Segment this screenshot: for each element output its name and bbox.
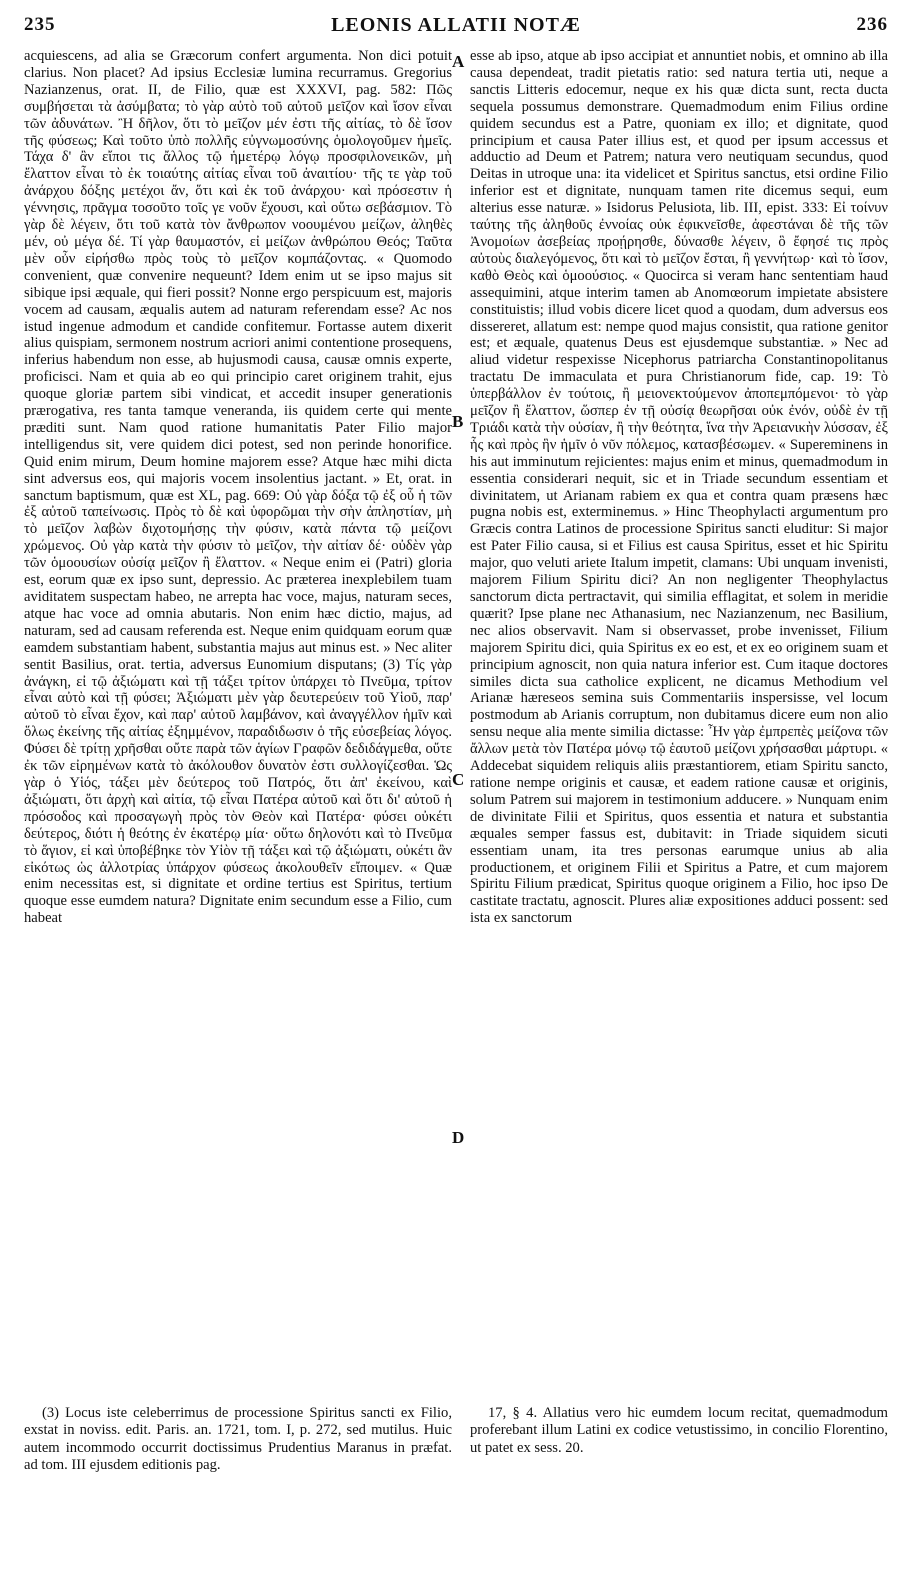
footnote-left-text: (3) Locus iste celeberrimus de processione Spiritus sancti ex Filio, exstat in noviss. edit. Paris. an. 1721, tom. I, p. 272, sed mutilus. Huic autem incommodo occurrit doctissimus Prudentius Maranus in præfat. ad tom. III ejusdem editionis pag.	[24, 1405, 452, 1473]
margin-marker-c: C	[452, 770, 465, 789]
left-column	[24, 48, 452, 1388]
footnote-left	[24, 1405, 452, 1515]
margin-marker-d: D	[452, 1128, 465, 1147]
page-header	[24, 14, 888, 44]
footnote-right	[470, 1405, 888, 1485]
margin-marker-b: B	[452, 412, 464, 431]
left-column-text: acquiescens, ad alia se Græcorum confert argumenta. Non dici potuit clarius. Non placet? Ad ipsius Ecclesiæ lumina recurramus. Gregorius Nazianzenus, orat. II, de Filio, quæ est XXXVI, pag. 582: Πῶς συμβήσεται τὰ ἀσύμβατα; τὸ γὰρ αὐτὸ τοῦ αὐτοῦ μεῖζον καὶ ἴσον εἶναι τῶν ἀδυνάτων. Ἢ δῆλον, ὅτι τὸ μεῖζον μέν ἐστι τῆς αἰτίας, τὸ δὲ ἴσον τῆς φύσεως; Καὶ τοῦτο ὑπὸ πολλῆς εὐγνωμοσύνης ὁμολογοῦμεν ἡμεῖς. Τάχα δ' ἂν εἴποι τις ἄλλος τῷ ἡμετέρῳ λόγῳ προσφιλονεικῶν, μὴ ἔλαττον εἶναι τὸ ἐκ τοιαύτης αἰτίας εἶναι τοῦ ἀναιτίου· τῆς τε γὰρ τοῦ ἀνάρχου δόξης μετέχοι ἄν, ὅτι καὶ ἐκ τοῦ ἀνάρχου· καὶ πρόσεστιν ἡ γέννησις, πρᾶγμα τοσοῦτο τοῖς γε νοῦν ἔχουσι, καὶ οὕτω σεβάσμιον. Τὸ γὰρ δὲ λέγειν, ὅτι τοῦ κατὰ τὸν ἄνθρωπον νοουμένου μείζων, ἀληθὲς μέν, οὐ μέγα δέ. Τί γὰρ θαυμαστόν, εἰ μείζων ἀνθρώπου Θεός; Ταῦτα μὲν οὖν εἰρήσθω πρὸς τοὺς τὸ μεῖζον κομπάζοντας. « Quomodo convenient, quæ convenire nequeunt? Idem enim ut se ipso majus sit sibique ipsi æquale, qui fieri possit? Nonne ergo perspicuum est, majoris vocem ad causam, æqualis autem ad naturam referendam esse? Ac nos istud ingenue admodum et candide confitemur. Fortasse autem dixerit alius quispiam, sermonem nostrum acriori animi contentione prosequens, inferius habendum non esse, ab hujusmodi causa, causæ omnis experte, proficisci. Nam et quia ab eo qui principio caret originem trahit, ejus quoque gloriæ partem sibi vindicat, et accedit insuper generationis prærogativa, res tanta tamque veneranda, iis quidem certe qui mente præditi sunt. Nam quod ratione humanitatis Pater Filio major intelligendus sit, vere quidem dici potest, sed non perinde honorifice. Quid enim mirum, Deum homine majorem esse? Atque hæc mihi dicta sint adversus eos, qui majoris vocem insolentius jactant. » Et, orat. in sanctum baptismum, quæ est XL, pag. 669: Οὐ γὰρ δόξα τῷ ἐξ οὗ ἡ τῶν ἐξ αὐτοῦ ταπείνωσις. Πρὸς τὸ δὲ καὶ ὑφορῶμαι τὴν σὴν ἀπληστίαν, μὴ τὸ μεῖζον λαβὼν διχοτομήσῃς τὴν φύσιν, κατὰ πάντα τῷ μείζονι χρώμενος. Οὐ γὰρ κατὰ τὴν φύσιν τὸ μεῖζον, τὴν αἰτίαν δέ· οὐδὲν γὰρ τῶν ὁμοουσίων οὐσίᾳ μεῖζον ἢ ἔλαττον. « Neque enim ei (Patri) gloria est, eorum quæ ex ipso sunt, depressio. Ac præterea inexplebilem tuam aviditatem suspectam habeo, ne arrepta hac voce, majus, naturam seces, atque hac voce ad omnia abutaris. Non enim hæc dictio, majus, ad naturam, sed ad causam referenda est. Neque enim quidquam eorum quæ eamdem substantiam habent, substantia majus aut minus est. » Nec aliter sentit Basilius, orat. tertia, adversus Eunomium disputans; (3) Τίς γὰρ ἀνάγκη, εἰ τῷ ἀξιώματι καὶ τῇ τάξει τρίτον ὑπάρχει τὸ Πνεῦμα, τρίτον εἶναι αὐτὸ καὶ τῇ φύσει; Ἀξιώματι μὲν γὰρ δευτερεύειν τοῦ Υἱοῦ, παρ' αὐτοῦ τὸ εἶναι ἔχον, καὶ παρ' αὐτοῦ λαμβάνον, καὶ ἀναγγέλλον ἡμῖν καὶ ὅλως ἐκείνης τῆς αἰτίας ἐξημμένον, παραδιδωσιν ὁ τῆς εὐσεβείας λόγος. Φύσει δὲ τρίτῃ χρῆσθαι οὔτε παρὰ τῶν ἁγίων Γραφῶν δεδιδάγμεθα, οὔτε ἐκ τῶν εἰρημένων κατὰ τὸ ἀκόλουθον δυνατὸν ἐστι συλλογίζεσθαι. Ὡς γὰρ ὁ Υἱός, τάξει μὲν δεύτερος τοῦ Πατρός, ὅτι ἀπ' ἐκείνου, καὶ ἀξιώματι, ὅτι ἀρχὴ καὶ αἰτία, τῷ εἶναι Πατέρα αὐτοῦ καὶ ὅτι δι' αὐτοῦ ἡ πρόσοδος καὶ προσαγωγὴ πρὸς τὸν Θεὸν καὶ Πατέρα· φύσει οὐκέτι δεύτερος, διότι ἡ θεότης ἐν ἑκατέρῳ μία· οὕτω δηλονότι καὶ τὸ Πνεῦμα τὸ ἅγιον, εἰ καὶ ὑποβέβηκε τὸν Υἱὸν τῇ τάξει καὶ τῷ ἀξιώματι, οὐκέτι ἂν εἰκότως ὡς ἀλλοτρίας ὑπάρχον φύσεως ἀκολουθεῖν εἴποιμεν. « Quæ enim necessitas est, si dignitate et ordine tertius est Spiritus, tertium quoque esse eumdem natura? Dignitate enim secundum esse a Filio, cum habeat	[24, 48, 452, 927]
right-column-text: esse ab ipso, atque ab ipso accipiat et annuntiet nobis, et omnino ab illa causa dependeat, tradit pietatis ratio: sed natura tertia uti, neque a sanctis Litteris edocemur, neque ex his quæ dicta sunt, recta ducta sequela possumus demonstrare. Quemadmodum enim Filius ordine quidem secundus est a Patre, quoniam ex illo; et dignitate, quod principium et causa Pater illius est, et quod per ipsum accessus et adductio ad Deum et Patrem; natura vero neutiquam secundus, quod Deitas in utroque una: ita videlicet et Spiritus sanctus, etsi ordine Filio inferior est et dignitate, nunquam tamen rite dicemus sequi, eum alterius esse naturæ. » Isidorus Pelusiota, lib. III, epist. 333: Εἰ τοίνυν ταύτης τῆς ἀληθοῦς ἐννοίας οὐκ ἐφικνεῖσθε, ἀφεστάναι δὲ τῆς τῶν Ἀνομοίων ἀσεβείας προῄρησθε, δύνασθε λέγειν, ὃ ἔφησέ τις πρὸς αὐτοὺς διαλεγόμενος, ὅτι καὶ τὸ μεῖζον ἔσται, ἢ γεννήτωρ· καὶ τὸ ἴσον, καθὸ Θεὸς καὶ ὁμοούσιος. « Quocirca si veram hanc sententiam haud assequimini, atque interim tamen ab Anomœorum impietate absistere constituistis; illud vobis dicere licet quod a quodam, dum adversus eos dissereret, allatum est: nempe quod majus consistit, qua ratione genitor est; et æquale, quatenus Deus est ejusdemque substantiæ. » Nec ad aliud videtur respexisse Nicephorus patriarcha Constantinopolitanus tractatu De immaculata et pura Christianorum fide, cap. 19: Τὸ ὑπερβάλλον ἐν τούτοις, ἢ μειονεκτούμενον ἀποπεμπόμενοι· τὸ γὰρ μεῖζον ἢ ἔλαττον, ὥσπερ ἐν τῇ οὐσίᾳ θεωρῆσαι οὐκ ἐνόν, οὐδὲ ἐν τῇ Τριάδι κατὰ τὴν οὐσίαν, ἢ τὴν θεότητα, ἵνα τὴν Ἀρειανικὴν λύσσαν, ἐξ ἧς καὶ πρὸς ἣν ἡμῖν ὁ νῦν πόλεμος, κατασβέσωμεν. « Supereminens in his aut imminutum rejicientes: majus enim et minus, quemadmodum in essentia considerari nequit, sic et in Triade secundum essentiam et divinitatem, ut Arianam rabiem ex qua et contra quam præsens hæc pugna nobis est, exterminemus. » Hinc Theophylacti argumentum pro Græcis contra Latinos de processione Spiritus sancti eluditur: Si major est Pater Filio causa, si et Filius est causa Spiritus, esset et hic Spiritu major, quo veluti ariete Italum impetit, clamans: Ubi unquam invenisti, majorem Filium Spiritu dici? An non negligenter Theophylactus sanctorum dicta pertractavit, qui similia efflagitat, et solem in meridie quærit? Ipse plane nec Athanasium, nec Nazianzenum, nec Basilium, nec alios observavit. Nam si observasset, probe invenisset, Filium majorem Spiritu dici, quia Spiritus ex eo est, et ex eo originem suam et principium agnoscit, non quia natura inferior est. Cum itaque doctores similes dicta sua catholice explicent, ne dicamus Methodium vel Arianæ hæreseos semina suis Commentariis inspersisse, vel locum postmodum ab Arianis corruptum, non dubitamus dicere eum non alio sensu neque alia mente similia dictasse: Ἦν γὰρ ἐμπρεπὲς μείζονα τῶν ἄλλων μετὰ τὸν Πατέρα μόνῳ τῷ ἑαυτοῦ μείζονι χρήσασθαι μάρτυρι. « Addecebat siquidem reliquis aliis præstantiorem, etiam Spiritu sancto, ratione nempe originis et causæ, et eadem ratione causæ et originis, solum Patrem sui majorem in testimonium adducere. » Nunquam enim de divinitate Filii et Spiritus, quos essentia et natura et substantia æquales semper fassus est, dubitavit: in Triade siquidem sicuti essentiam unam, ita tres personas earumque unius ab alia productionem, et originem Filii et Spiritus a Patre, et cum majorem Spiritu Filium prædicat, Spiritus quoque originem a Filio, hoc ipso De castitate tractatu, agnoscit. Plures aliæ expositiones adduci possent: sed ista ex sanctorum	[470, 48, 888, 927]
left-page-number: 235	[24, 14, 56, 35]
right-column	[470, 48, 888, 1388]
margin-marker-a: A	[452, 52, 465, 71]
right-page-number: 236	[856, 14, 888, 35]
footnote-right-text: 17, § 4. Allatius vero hic eumdem locum recitat, quemadmodum proferebant illum Latini ex codice vetustissimo, in concilio Florentino, ut patet ex sess. 20.	[470, 1405, 888, 1456]
running-head: LEONIS ALLATII NOTÆ	[331, 14, 581, 36]
